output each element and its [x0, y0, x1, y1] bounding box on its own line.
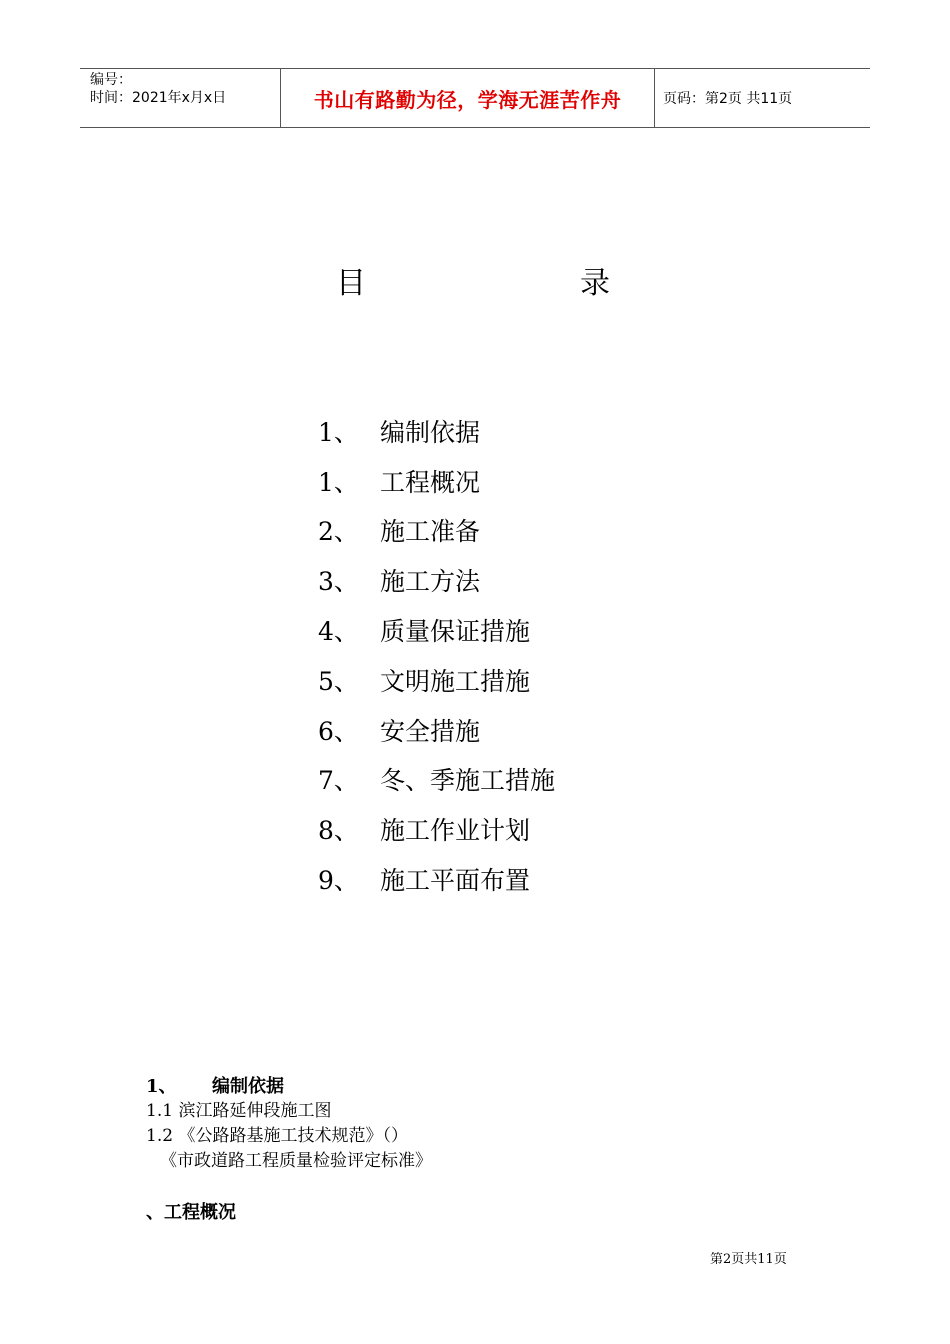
toc-item-number: 9、: [318, 866, 359, 896]
toc-item[interactable]: [318, 854, 555, 904]
toc-item-text: 质量保证措施: [380, 617, 531, 647]
toc-item-number: 7、: [318, 766, 359, 796]
section-line: 《市政道路工程质量检验评定标准》: [160, 1151, 432, 1171]
toc-item-number: 1、: [318, 417, 359, 447]
toc-item[interactable]: [318, 555, 555, 605]
section-line: 1.1 滨江路延伸段施工图: [146, 1101, 332, 1121]
toc-item[interactable]: [318, 406, 555, 456]
toc-item-number: 8、: [318, 816, 359, 846]
header-motto: 书山有路勤为径，学海无涯苦作舟: [281, 69, 655, 127]
toc-item[interactable]: [318, 655, 555, 705]
toc-item-number: 2、: [318, 517, 359, 547]
toc-item-number: 5、: [318, 666, 359, 696]
section-basis: [146, 1074, 432, 1174]
toc-item-text: 工程概况: [380, 467, 481, 497]
toc-title: [336, 258, 610, 302]
page-header: [80, 68, 870, 128]
toc-item-number: 6、: [318, 716, 359, 746]
toc-item-number: 1、: [318, 467, 359, 497]
page-footer: 第2页共11页: [710, 1252, 787, 1267]
toc-title-char-2: 录: [580, 266, 610, 301]
toc-item-text: 冬、季施工措施: [380, 766, 556, 796]
time-label: 时间：2021年x月x日: [90, 90, 227, 106]
toc-item[interactable]: [318, 605, 555, 655]
section-line: 1.2 《公路路基施工技术规范》（）: [146, 1126, 408, 1146]
toc-item-text: 施工平面布置: [380, 866, 531, 896]
section-overview-heading: 、工程概况: [146, 1202, 236, 1223]
toc-item[interactable]: [318, 755, 555, 805]
toc-item-text: 安全措施: [380, 716, 481, 746]
toc-item[interactable]: [318, 705, 555, 755]
header-page-number: 页码：第2页 共11页: [663, 91, 793, 107]
toc-item-text: 施工准备: [380, 517, 481, 547]
toc-item-number: 4、: [318, 617, 359, 647]
toc-title-char-1: 目: [336, 266, 366, 301]
header-meta: [80, 69, 281, 127]
toc-item[interactable]: [318, 506, 555, 556]
toc-item-text: 文明施工措施: [380, 666, 531, 696]
toc-item-text: 编制依据: [380, 417, 481, 447]
toc-item-text: 施工作业计划: [380, 816, 531, 846]
number-label: 编号：: [90, 72, 132, 88]
section-heading: [146, 1074, 432, 1099]
table-of-contents: [318, 406, 555, 904]
section-number: 1、: [146, 1076, 177, 1097]
toc-item-number: 3、: [318, 567, 359, 597]
toc-item[interactable]: [318, 804, 555, 854]
toc-item[interactable]: [318, 456, 555, 506]
section-title: 编制依据: [212, 1076, 284, 1097]
toc-item-text: 施工方法: [380, 567, 481, 597]
